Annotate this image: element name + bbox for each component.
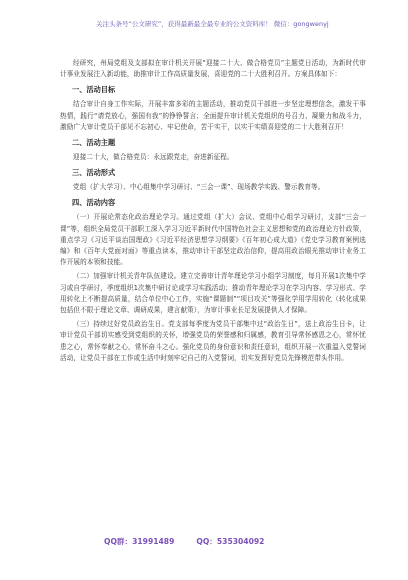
body-paragraph: （三）持续过好党员政治生日。党支部每季度为党员干部集中过“政治生日”，送上政治生日卡，让审计党员干部切实感受到党组织的关怀，增强党员的荣誉感和归属感，教育引导常怀感恩之心，常怀忧患之心，常怀奉献之心，常怀奋斗之心。强化党员的身份意识和责任意识，组织开展一次重温入党誓词活动，让党员干部在工作或生活中时刻牢记自己的入党誓词，切实发挥好党员先锋模范带头作用。 <box>60 320 366 362</box>
body-paragraph: （二）加强审计机关青年队伍建设。建立完善审计青年理论学习小组学习制度，每月开展1次集中学习或自学研讨，季度组织1次集中研讨论或学习实践活动；推动青年理论学习在学习内容、学习形式、学用转化上不断提高质量，结合单位中心工作，实施“课题制”“项目攻关”等强化学用学用转化（转化成果包括但不限于理论文章、调研成果，建言献策），为审计事业长足发展提供人才保障。 <box>60 272 366 315</box>
document-body <box>60 58 366 367</box>
header-banner: 关注头条号“公文研究”，获得最新最全最专业的公文资料库！ 微信：gongwenyj <box>96 20 329 28</box>
section-heading: 三、活动形式 <box>72 168 116 178</box>
body-paragraph: 党组（扩大学习）、中心组集中学习研讨、“三会一课”、现场教学实践、警示教育等。 <box>73 183 325 192</box>
body-paragraph: （一）开展论常态化政治理论学习。通过党组（扩大）会议、党组中心组学习研讨，支部“三会一课”等，组织全局党员干部职工深入学习习近平新时代中国特色社会主义思想和党的政治理论方针政策，重点学习《习近平谈治国理政》《习近平经济思想学习纲要》《百年初心成大道》《党史学习教育案例选编》和《百年大党面对面》等重点读本，推动审计干部坚定政治信仰，提高用政治眼光推动审计业务工作开展的本领和技能。 <box>60 213 366 267</box>
qq-group-label: QQ群：31991489 <box>104 537 175 546</box>
body-paragraph: 结合审计自身工作实际，开展丰富多彩的主题活动，推动党员干部进一步坚定理想信念，激发干事热情，践行“请党放心，强国有我”的铮铮誓言；全面提升审计机关党组织的号召力、凝聚力和战斗力，激励广大审计党员干部见不忘初心、牢记使命，苦干实干，以实干实绩喜迎党的二十大胜利召开！ <box>60 100 366 131</box>
intro-paragraph: 经研究，州局党组及支部拟在审计机关开展“迎接二十大、做合格党员”主题党日活动，为新时代审计事业发展注入新动能，助推审计工作高质量发展，喜迎党的二十大胜利召开。方案具体如下： <box>60 59 366 79</box>
section-heading: 一、活动目标 <box>72 85 116 95</box>
body-paragraph: 迎接二十大，做合格党员：永远跟党走，奋进新征程。 <box>73 153 234 162</box>
section-heading: 四、活动内容 <box>72 198 116 208</box>
section-heading: 二、活动主题 <box>72 138 116 148</box>
footer-contact <box>104 536 344 547</box>
qq-number-label: QQ：535304092 <box>196 537 265 546</box>
